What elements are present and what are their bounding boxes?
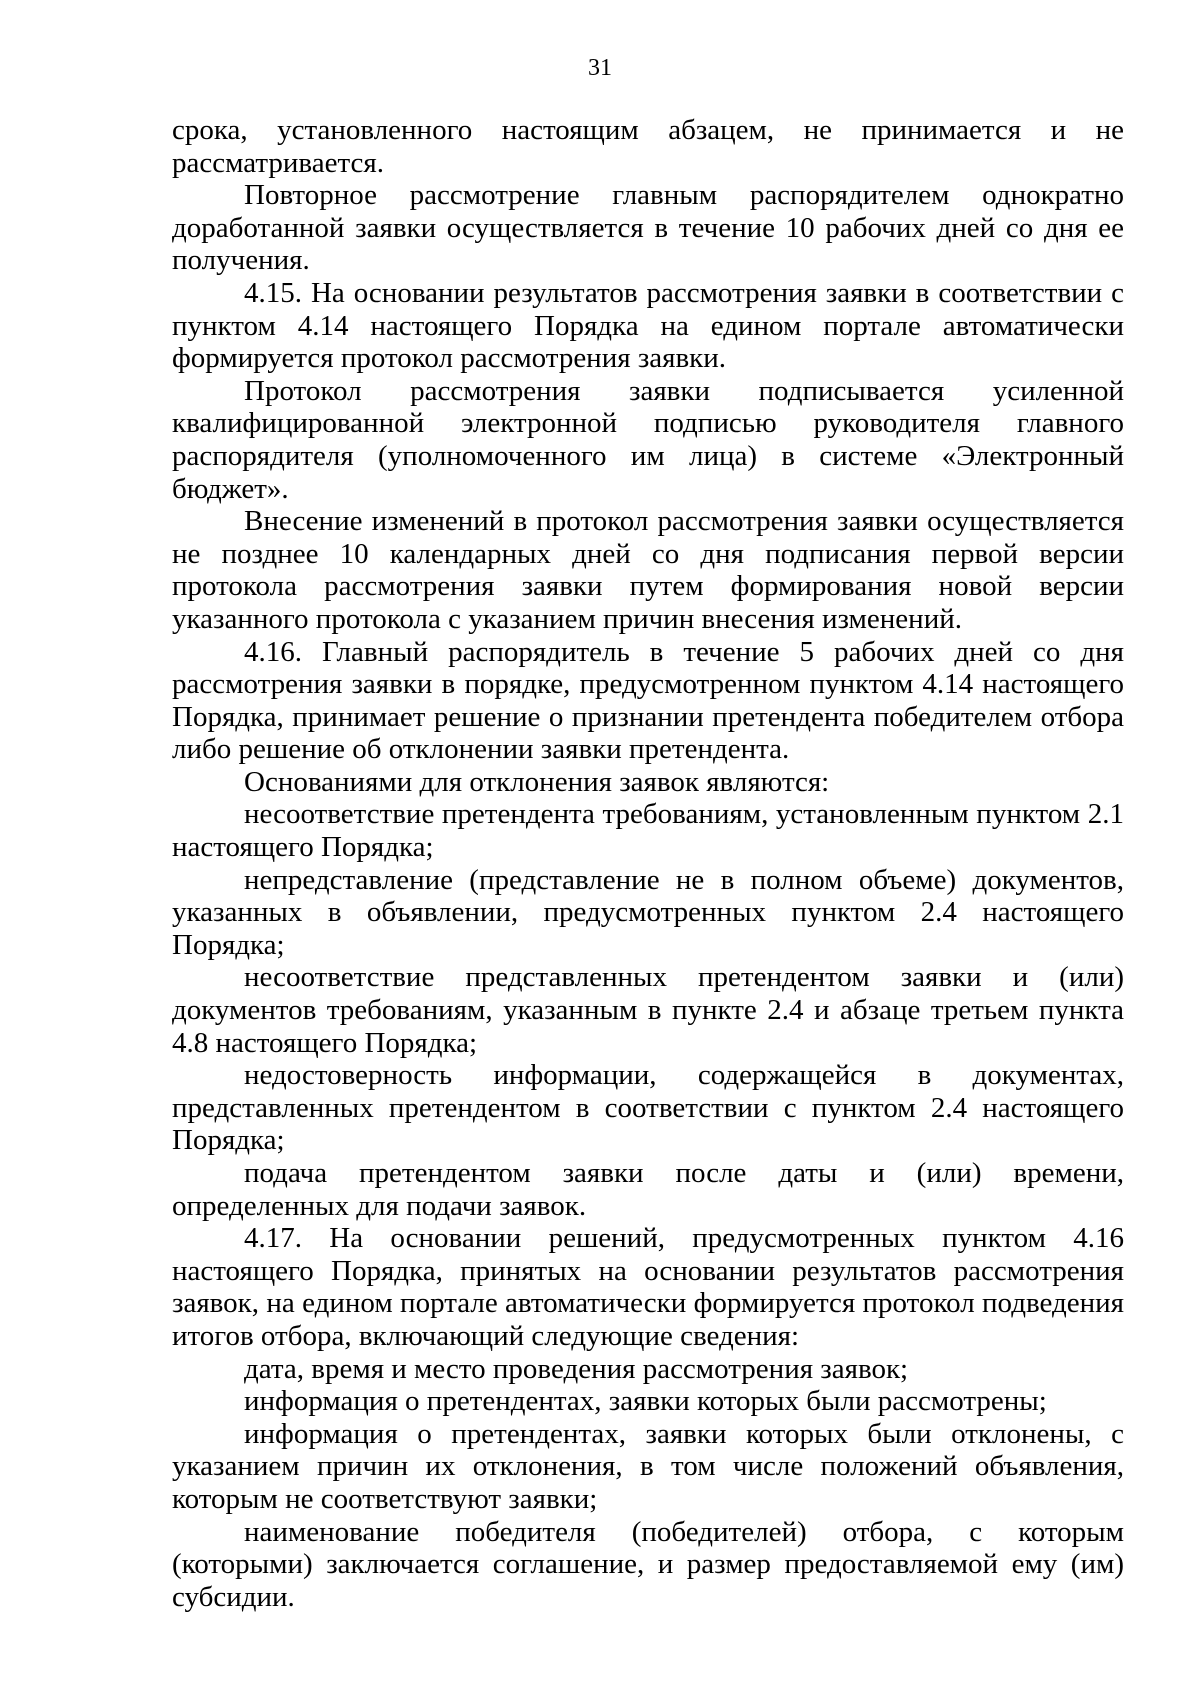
paragraph-repeat-review: Повторное рассмотрение главным распорядителем однократно доработанной заявки осуществляется в течение 10 рабочих дней со дня ее получения. — [172, 179, 1124, 277]
paragraph-4-16: 4.16. Главный распорядитель в течение 5 рабочих дней со дня рассмотрения заявки в порядке, предусмотренном пунктом 4.14 настоящего Порядка, принимает решение о признании претендента победителем отбора либо решение об отклонении заявки претендента. — [172, 635, 1124, 766]
paragraph-4-17: 4.17. На основании решений, предусмотренных пунктом 4.16 настоящего Порядка, принятых на основании результатов рассмотрения заявок, на едином портале автоматически формируется протокол подведения итогов отбора, включающий следующие сведения: — [172, 1222, 1124, 1352]
list-item-ground-requirements: несоответствие претендента требованиям, установленным пунктом 2.1 настоящего Порядка; — [172, 798, 1124, 864]
page-number: 31 — [588, 55, 612, 81]
list-item-reviewed-applicants: информация о претендентах, заявки которых были рассмотрены; — [244, 1385, 1047, 1418]
list-item-date-time-place: дата, время и место проведения рассмотрения заявок; — [244, 1352, 909, 1385]
paragraph-4-15: 4.15. На основании результатов рассмотрения заявки в соответствии с пунктом 4.14 настоящего Порядка на едином портале автоматически формируется протокол рассмотрения заявки. — [172, 276, 1124, 375]
paragraph-protocol-signing: Протокол рассмотрения заявки подписывается усиленной квалифицированной электронной подписью руководителя главного распорядителя (уполномоченного им лица) в системе «Электронный бюджет». — [172, 374, 1124, 505]
list-item-winners: наименование победителя (победителей) отбора, с которым (которыми) заключается соглашение, и размер предоставляемой ему (им) субсидии. — [172, 1515, 1124, 1613]
list-item-ground-false-info: недостоверность информации, содержащейся в документах, представленных претендентом в соответствии с пунктом 2.4 настоящего Порядка; — [172, 1059, 1124, 1157]
list-item-ground-documents-missing: непредставление (представление не в полном объеме) документов, указанных в объявлении, предусмотренных пунктом 2.4 настоящего Порядка; — [172, 863, 1124, 961]
list-item-rejected-applicants: информация о претендентах, заявки которых были отклонены, с указанием причин их отклонения, в том числе положений объявления, которым не соответствуют заявки; — [172, 1417, 1124, 1515]
list-item-ground-late-submission: подача претендентом заявки после даты и (или) времени, определенных для подачи заявок. — [172, 1157, 1124, 1222]
paragraph-protocol-changes: Внесение изменений в протокол рассмотрения заявки осуществляется не позднее 10 календарных дней со дня подписания первой версии протокола рассмотрения заявки путем формирования новой версии указанного протокола с указанием причин внесения изменений. — [172, 505, 1124, 635]
paragraph-rejection-grounds: Основаниями для отклонения заявок являются: — [244, 765, 830, 798]
document-body — [172, 114, 1124, 1613]
paragraph-continuation: срока, установленного настоящим абзацем, не принимается и не рассматривается. — [172, 114, 1124, 179]
list-item-ground-documents-mismatch: несоответствие представленных претендентом заявки и (или) документов требованиям, указанным в пункте 2.4 и абзаце третьем пункта 4.8 настоящего Порядка; — [172, 961, 1124, 1059]
